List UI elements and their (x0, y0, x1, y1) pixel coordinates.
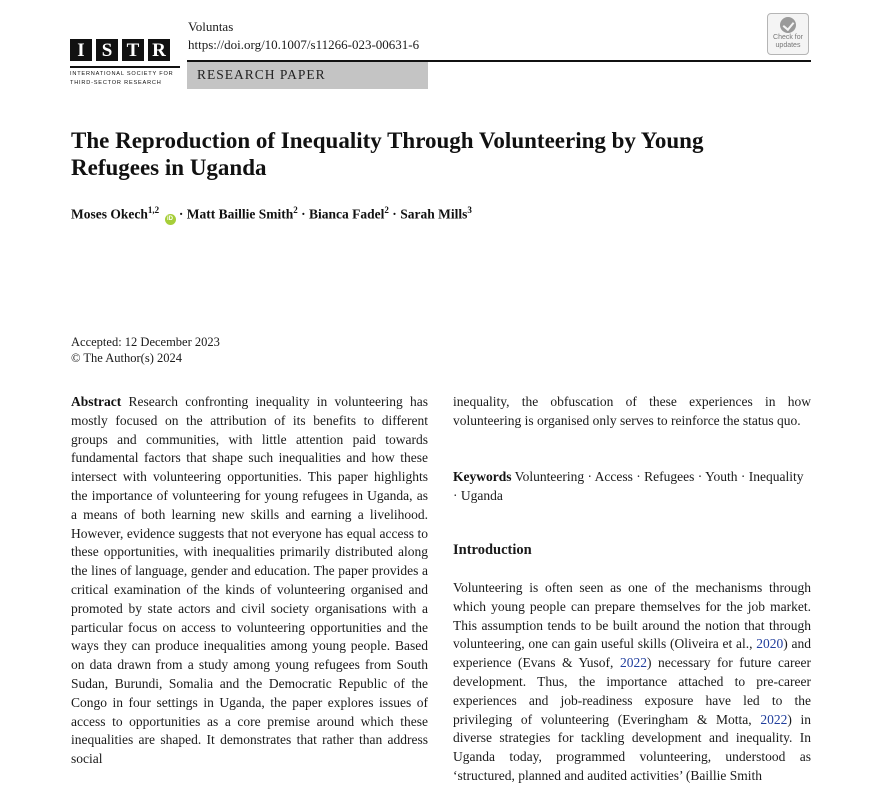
article-title: The Reproduction of Inequality Through Volunteering by Young Refugees in Uganda (71, 128, 704, 180)
author-separator: · (175, 206, 187, 222)
introduction-paragraph (453, 579, 811, 805)
logo-divider (70, 66, 180, 68)
author-affiliation: 3 (467, 205, 472, 215)
author-name[interactable]: Sarah Mills (400, 206, 468, 222)
author-list (71, 205, 472, 225)
citation-link[interactable]: 2020 (756, 636, 784, 652)
logo-subtitle: INTERNATIONAL SOCIETY FOR THIRD-SECTOR RESEARCH (70, 71, 174, 86)
accepted-date: Accepted: 12 December 2023 (71, 335, 220, 349)
citation-link[interactable]: 2022 (619, 655, 647, 671)
doi-link[interactable]: https://doi.org/10.1007/s11266-023-00631-6 (188, 37, 420, 52)
abstract-label: Abstract (71, 394, 122, 409)
abstract-text (71, 393, 428, 793)
keywords-line (453, 467, 811, 505)
logo-letter: I (70, 39, 92, 61)
keywords-label: Keywords (453, 469, 512, 484)
bookmark-check-icon (780, 17, 796, 33)
author-separator: · (297, 206, 310, 222)
intro-text: Volunteering is often seen as one of the mechanisms through which young people can prepare themselves for the job market. This assumption tends to be built around the notion that through volunteering, one can gain useful skills (Oliveira et al., (453, 580, 811, 652)
author-affiliation: 2 (384, 205, 389, 215)
copyright-notice: © The Author(s) 2024 (71, 351, 182, 365)
logo-letter: S (96, 39, 118, 61)
author-name[interactable]: Bianca Fadel (309, 206, 385, 222)
logo-letter: R (148, 39, 170, 61)
check-for-updates-label: Check for updates (773, 34, 803, 49)
author-affiliation: 1,2 (147, 205, 160, 215)
abstract-continued: inequality, the obfuscation of these experiences in how volunteering is organised only serves to reinforce the status quo. (453, 394, 811, 428)
keywords-list: Volunteering · Access · Refugees · Youth · Inequality · Uganda (453, 469, 804, 503)
check-for-updates-button[interactable] (767, 13, 809, 55)
author-affiliation: 2 (293, 205, 298, 215)
article-type-label: RESEARCH PAPER (197, 67, 326, 82)
orcid-icon[interactable]: iD (165, 214, 176, 225)
intro-text: ) necessary for future career development. Thus, the importance attached to pre-career experiences and job-readiness exposure have led to the privileging of volunteering (Everingham & Motta, (453, 655, 811, 727)
author-separator: · (388, 206, 401, 222)
citation-link[interactable]: 2022 (760, 711, 788, 727)
section-heading-introduction: Introduction (453, 542, 532, 558)
intro-text: ) in diverse strategies for tackling development and inequality. In Uganda today, programmed volunteering, understood as ‘structured, planned and audited activities’ (Baillie Smith (453, 711, 811, 783)
logo-letter: T (122, 39, 144, 61)
istr-logo (70, 39, 170, 61)
author-name[interactable]: Matt Baillie Smith (186, 206, 294, 222)
author-name[interactable]: Moses Okech (71, 206, 148, 222)
abstract-body: Research confronting inequality in volunteering has mostly focused on the attribution of its benefits to different groups and communities, with little attention paid towards fundamental factors that shape such inequalities and how these intersect with volunteering opportunities. This paper highlights the importance of volunteering for young refugees in Uganda, as a means of both learning new skills and earning a livelihood. However, evidence suggests that not everyone has equal access to these opportunities, with inequalities primarily distributed along the lines of language, gender and education. The paper provides a critical examination of the kinds of volunteering organised and promoted by state actors and civil society organisations with a particular focus on access to volunteering opportunities and the ways they can produce inequalities among young people. Based on data drawn from a study among young refugees from South Sudan, Burundi, Somalia and the Democratic Republic of the Congo in four settings in Uganda, the paper explores issues of access to opportunities as a core premise around which these inequalities are shaped. It demonstrates that rather than address social (71, 394, 428, 767)
journal-name: Voluntas (188, 19, 234, 34)
intro-text: ) and experience (Evans & Yusof, (453, 636, 811, 671)
